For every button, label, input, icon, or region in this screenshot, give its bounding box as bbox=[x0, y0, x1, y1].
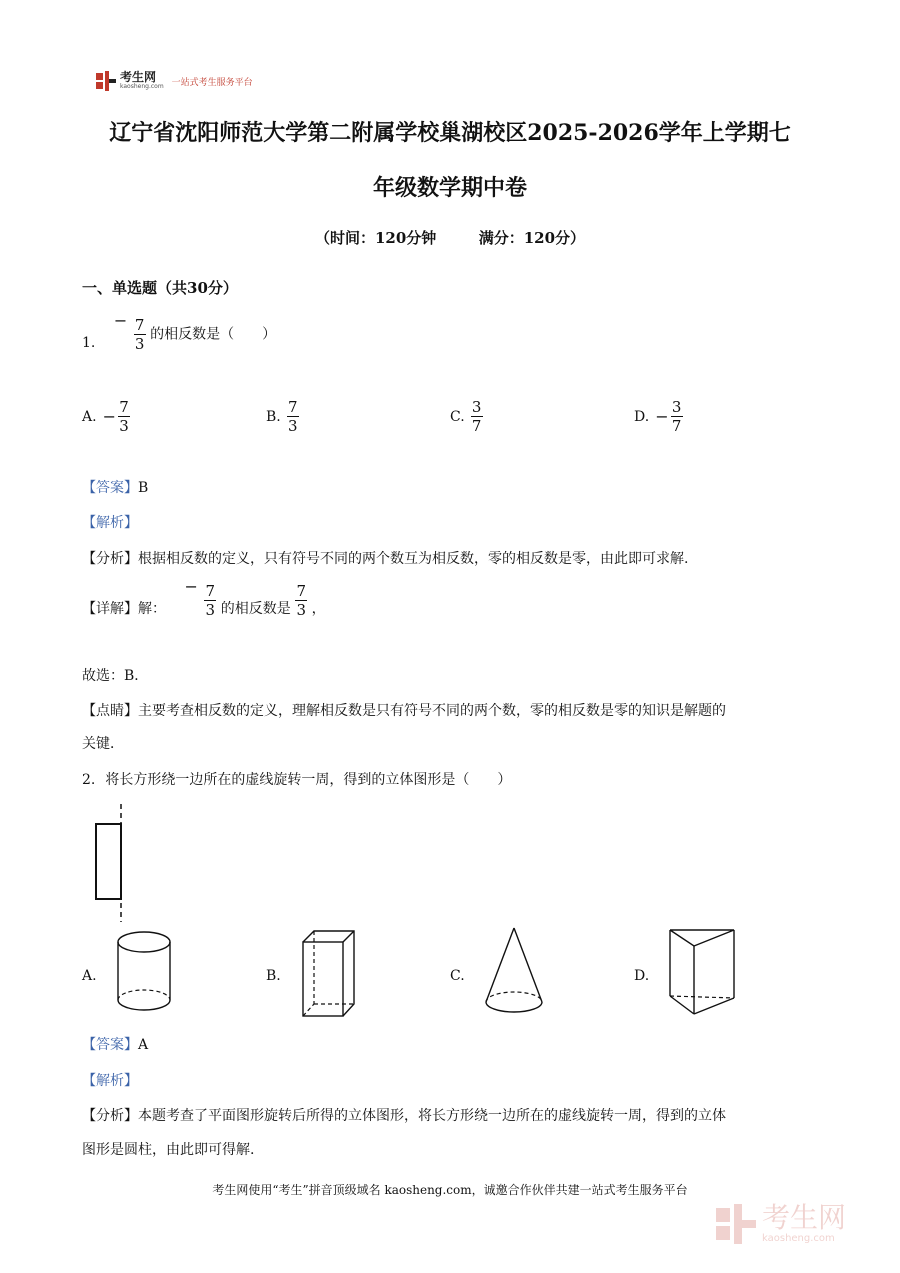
cone-figure[interactable] bbox=[482, 924, 546, 1018]
option-label: D. bbox=[634, 408, 650, 425]
fenxi-text: 根据相反数的定义，只有符号不同的两个数互为相反数，零的相反数是零，由此即可求解. bbox=[138, 551, 689, 567]
q1-number: 1. bbox=[82, 335, 96, 351]
xiangjie-prefix: 解： bbox=[138, 601, 166, 617]
option-fraction bbox=[118, 398, 130, 435]
page-footer: 考生网使用“考生”拼音顶级域名 kaosheng.com，诚邀合作伙伴共建一站式考生服务平台 bbox=[212, 1183, 688, 1197]
header-logo bbox=[96, 71, 253, 91]
xiangjie-numerator-1: 7 bbox=[205, 582, 216, 600]
option-neg-sign: − bbox=[102, 407, 116, 426]
page-title-line2: 年级数学期中卷 bbox=[372, 175, 527, 201]
xiangjie-numerator-2: 7 bbox=[296, 582, 306, 600]
q1-analysis-tag: 【解析】 bbox=[82, 515, 138, 531]
answer-value: A bbox=[138, 1037, 149, 1053]
q2-option-c-label[interactable]: C. bbox=[450, 968, 465, 984]
fenxi-line1: 本题考查了平面图形旋转后所得的立体图形，将长方形绕一边所在的虚线旋转一周，得到的立体 bbox=[138, 1108, 726, 1124]
q1-stem: 的相反数是（ ） bbox=[150, 326, 277, 343]
option-fraction bbox=[671, 398, 683, 435]
answer-tag: 【答案】 bbox=[82, 480, 138, 496]
xiangjie-neg-sign: − bbox=[184, 576, 198, 596]
section-heading-single-choice: 一、单选题（共30分） bbox=[82, 279, 238, 297]
xiangjie-fraction-1 bbox=[204, 582, 216, 619]
q1-dianjing-line2: 关键． bbox=[82, 736, 124, 752]
answer-tag: 【答案】 bbox=[82, 1037, 138, 1053]
question-2 bbox=[82, 770, 511, 790]
exam-score: 满分：120分） bbox=[478, 229, 586, 247]
watermark-domain: kaosheng.com bbox=[762, 1233, 835, 1244]
page-title-line1: 辽宁省沈阳师范大学第二附属学校巢湖校区2025-2026学年上学期七 bbox=[109, 120, 791, 146]
option-label: A. bbox=[82, 408, 97, 425]
q1-answer bbox=[82, 478, 148, 498]
option-numerator: 7 bbox=[119, 398, 129, 416]
dianjing-line1: 主要考查相反数的定义，理解相反数是只有符号不同的两个数，零的相反数是零的知识是解题的 bbox=[138, 703, 726, 719]
q1-denominator: 3 bbox=[134, 335, 145, 353]
xiangjie-denominator-2: 3 bbox=[296, 601, 306, 619]
xiangjie-fraction-2 bbox=[295, 582, 307, 619]
q1-guxuan: 故选：B． bbox=[82, 668, 149, 684]
q2-option-b-label[interactable]: B. bbox=[266, 968, 281, 984]
kaosheng-logo-icon bbox=[96, 71, 116, 91]
watermark-name: 考生网 bbox=[762, 1201, 847, 1234]
rectangle-shape bbox=[96, 824, 121, 899]
q2-option-d-label[interactable]: D. bbox=[634, 968, 650, 984]
q1-fenxi bbox=[82, 549, 688, 569]
fenxi-tag: 【分析】 bbox=[82, 551, 138, 567]
answer-value: B bbox=[138, 480, 149, 496]
q1-dianjing bbox=[82, 701, 726, 721]
option-label: B. bbox=[266, 408, 281, 425]
q2-option-a-label[interactable]: A. bbox=[82, 968, 97, 984]
q2-fenxi-line2: 图形是圆柱，由此即可得解. bbox=[82, 1142, 255, 1158]
xiangjie-mid: 的相反数是 bbox=[220, 601, 291, 617]
exam-time: （时间：120分钟 bbox=[314, 229, 437, 247]
q2-answer bbox=[82, 1035, 148, 1055]
q1-xiangjie bbox=[82, 576, 326, 619]
option-numerator: 7 bbox=[287, 398, 298, 416]
option-label: C. bbox=[450, 408, 465, 425]
cylinder-figure[interactable] bbox=[112, 928, 176, 1018]
q1-fraction bbox=[134, 316, 146, 353]
option-denominator: 3 bbox=[287, 417, 298, 435]
q1-neg-sign: − bbox=[113, 310, 128, 330]
exam-info bbox=[0, 227, 900, 248]
q1-option-d[interactable] bbox=[634, 398, 683, 435]
dianjing-tag: 【点睛】 bbox=[82, 703, 138, 719]
option-numerator: 3 bbox=[471, 398, 482, 416]
q1-option-b[interactable] bbox=[266, 398, 299, 435]
option-fraction bbox=[287, 398, 299, 435]
rectangular-prism-figure[interactable] bbox=[298, 928, 360, 1020]
option-denominator: 7 bbox=[671, 417, 682, 435]
xiangjie-tag: 【详解】 bbox=[82, 601, 138, 617]
option-fraction bbox=[471, 398, 483, 435]
logo-domain: kaosheng.com bbox=[120, 83, 164, 90]
triangular-prism-figure[interactable] bbox=[666, 926, 740, 1020]
xiangjie-end: ， bbox=[311, 601, 326, 617]
logo-slogan: 一站式考生服务平台 bbox=[171, 77, 253, 88]
option-neg-sign: − bbox=[655, 407, 669, 426]
option-denominator: 7 bbox=[471, 417, 482, 435]
option-numerator: 3 bbox=[671, 398, 682, 416]
question-1 bbox=[82, 310, 277, 353]
q1-numerator: 7 bbox=[134, 316, 145, 334]
logo-name: 考生网 bbox=[120, 70, 157, 84]
q2-number: 2. bbox=[82, 772, 96, 788]
watermark-logo-icon bbox=[716, 1204, 756, 1244]
xiangjie-denominator-1: 3 bbox=[205, 601, 216, 619]
q2-fenxi bbox=[82, 1106, 726, 1126]
fenxi-tag: 【分析】 bbox=[82, 1108, 138, 1124]
watermark bbox=[716, 1203, 846, 1245]
q2-stem: 将长方形绕一边所在的虚线旋转一周，得到的立体图形是（ ） bbox=[105, 772, 512, 788]
q1-option-a[interactable] bbox=[82, 398, 130, 435]
q2-analysis-tag: 【解析】 bbox=[82, 1073, 138, 1089]
q1-option-c[interactable] bbox=[450, 398, 483, 435]
option-denominator: 3 bbox=[119, 417, 129, 435]
rectangle-rotation-figure bbox=[90, 802, 130, 924]
